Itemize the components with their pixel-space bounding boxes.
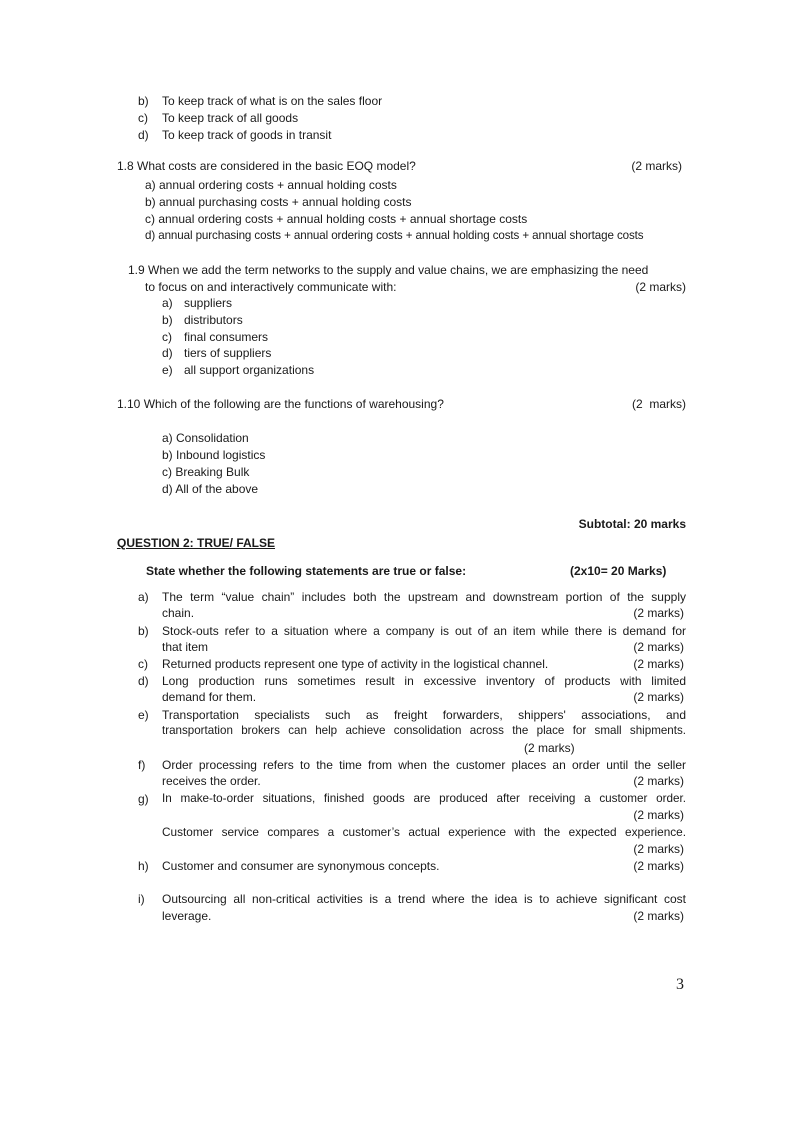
q110-option-b: b) Inbound logistics <box>162 448 266 462</box>
item-a-text: The term “value chain” includes both the upstream and downstream portion of the supply <box>162 590 686 604</box>
q18-option-c: c) annual ordering costs + annual holding costs + annual shortage costs <box>145 212 528 226</box>
q18-option-d: d) annual purchasing costs + annual ordering costs + annual holding costs + annual shortage costs <box>145 229 644 242</box>
q19-question-line1: 1.9 When we add the term networks to the supply and value chains, we are emphasizing the need <box>128 263 649 277</box>
q18-question: 1.8 What costs are considered in the basic EOQ model? <box>117 159 416 173</box>
item-e-label: e) <box>138 708 149 722</box>
q18-marks: (2 marks) <box>631 159 682 173</box>
item-b-marks: (2 marks) <box>633 640 684 654</box>
q2-total-marks: (2x10= 20 Marks) <box>570 564 667 578</box>
q19-option-a: suppliers <box>184 296 233 310</box>
item-f-text-cont: receives the order. <box>162 774 261 788</box>
item-f-marks: (2 marks) <box>633 774 684 788</box>
q18-option-a: a) annual ordering costs + annual holding costs <box>145 178 397 192</box>
item-g-marks: (2 marks) <box>633 808 684 822</box>
q18-option-b: b) annual purchasing costs + annual holding costs <box>145 195 412 209</box>
item-b-label: b) <box>138 624 149 638</box>
item-customer-service-text: Customer service compares a customer’s actual experience with the expected experience. <box>162 825 686 839</box>
item-d-label: d) <box>138 674 149 688</box>
q19-question-line2: to focus on and interactively communicate with: <box>145 280 397 294</box>
item-e-text: Transportation specialists such as freight forwarders, shippers' associations, and <box>162 708 686 722</box>
item-f-label: f) <box>138 758 146 772</box>
item-h-text: Customer and consumer are synonymous concepts. <box>162 859 440 873</box>
item-a-text-cont: chain. <box>162 606 195 620</box>
q19-option-b: distributors <box>184 313 243 327</box>
q17-option-c: To keep track of all goods <box>162 111 299 125</box>
q19-option-a-label: a) <box>162 296 173 310</box>
item-c-marks: (2 marks) <box>633 657 684 671</box>
item-g-text: In make-to-order situations, finished goods are produced after receiving a customer order. <box>162 792 686 805</box>
item-c-label: c) <box>138 657 148 671</box>
item-a-label: a) <box>138 590 149 604</box>
item-d-text: Long production runs sometimes result in excessive inventory of products with limited <box>162 674 686 688</box>
item-d-text-cont: demand for them. <box>162 690 257 704</box>
q110-option-a: a) Consolidation <box>162 431 249 445</box>
q19-option-e-label: e) <box>162 363 173 377</box>
item-i-label: i) <box>138 892 145 906</box>
item-d-marks: (2 marks) <box>633 690 684 704</box>
q19-option-e: all support organizations <box>184 363 315 377</box>
q19-option-d-label: d) <box>162 346 173 360</box>
item-i-text-cont: leverage. <box>162 909 212 923</box>
q17-option-b-label: b) <box>138 94 149 108</box>
item-g-label: g) <box>138 792 149 806</box>
item-c-text: Returned products represent one type of activity in the logistical channel. <box>162 657 549 671</box>
question-2-title: QUESTION 2: TRUE/ FALSE <box>117 536 276 550</box>
q110-question: 1.10 Which of the following are the functions of warehousing? <box>117 397 444 411</box>
q19-option-d: tiers of suppliers <box>184 346 272 360</box>
item-b-text-cont: that item <box>162 640 209 654</box>
q17-option-c-label: c) <box>138 111 148 125</box>
item-f-text: Order processing refers to the time from when the customer places an order until the seller <box>162 758 686 772</box>
q19-option-c: final consumers <box>184 330 269 344</box>
item-e-text-cont: transportation brokers can help achieve consolidation across the place for small shipments. <box>162 724 686 737</box>
item-h-label: h) <box>138 859 149 873</box>
q19-marks: (2 marks) <box>635 280 686 294</box>
item-e-marks: (2 marks) <box>524 741 575 755</box>
item-customer-service-marks: (2 marks) <box>633 842 684 856</box>
q110-option-c: c) Breaking Bulk <box>162 465 250 479</box>
item-a-marks: (2 marks) <box>633 606 684 620</box>
q17-option-b: To keep track of what is on the sales floor <box>162 94 383 108</box>
q17-option-d-label: d) <box>138 128 149 142</box>
q2-instruction: State whether the following statements are true or false: <box>146 564 467 578</box>
q17-option-d: To keep track of goods in transit <box>162 128 332 142</box>
item-b-text: Stock-outs refer to a situation where a company is out of an item while there is demand for <box>162 624 686 638</box>
item-i-text: Outsourcing all non-critical activities is a trend where the idea is to achieve significant cost <box>162 892 686 906</box>
page-number: 3 <box>676 976 684 993</box>
item-h-marks: (2 marks) <box>633 859 684 873</box>
q19-option-c-label: c) <box>162 330 172 344</box>
subtotal: Subtotal: 20 marks <box>578 517 686 531</box>
q19-option-b-label: b) <box>162 313 173 327</box>
q110-option-d: d) All of the above <box>162 482 259 496</box>
item-i-marks: (2 marks) <box>633 909 684 923</box>
q110-marks: (2 marks) <box>632 397 686 411</box>
